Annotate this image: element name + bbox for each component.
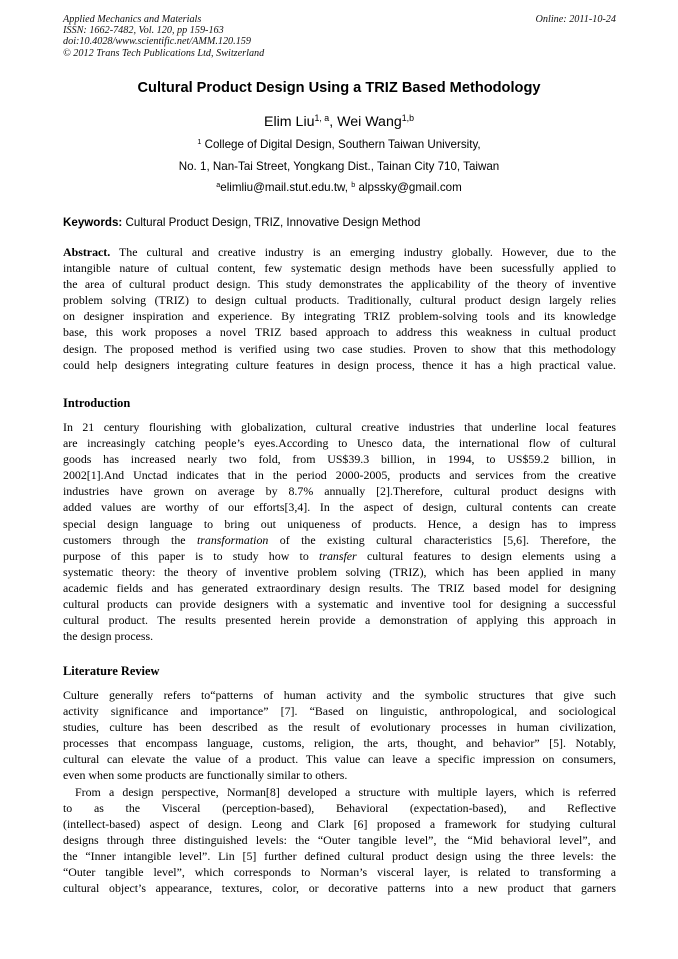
lit-line: even when some products are functionally similar to others. <box>63 768 348 783</box>
intro-line: goods has increased nearly two fold, from US$39.3 billion, in 1994, to US$59.2 billion, in <box>63 452 616 467</box>
journal-name: Applied Mechanics and Materials <box>63 14 202 25</box>
email-superscript: a <box>216 180 221 190</box>
abstract-line: the area of cultural product design. This study demonstrates the applicability of the theory of inventive <box>63 277 616 292</box>
lit-line: processes that encompass language, customs, religion, the arts, thought, and behavior” [5]. Notably, <box>63 736 616 751</box>
abstract-line <box>63 244 616 260</box>
intro-line: In 21 century flourishing with globalization, cultural creative industries that underline local features <box>63 420 616 434</box>
journal-header <box>63 14 616 59</box>
email-line <box>0 181 678 194</box>
abstract-block <box>63 244 616 373</box>
online-date: Online: 2011-10-24 <box>535 14 616 25</box>
abstract-line: on designer inspiration and experience. By integrating TRIZ problem-solving tools and its knowledge <box>63 309 616 324</box>
abstract-text: The cultural and creative industry is an emerging industry globally. However, due to the <box>119 245 616 259</box>
keywords-text: Cultural Product Design, TRIZ, Innovative Design Method <box>125 216 421 229</box>
abstract-line: design. The proposed method is verified using two case studies. Proven to show that this methodology <box>63 341 616 356</box>
intro-line: systematic theory: the theory of inventive problem solving (TRIZ), which has been applied in many <box>63 564 616 579</box>
intro-line <box>63 532 616 548</box>
intro-text: cultural features to design elements using a <box>366 548 616 563</box>
introduction-block <box>63 419 616 644</box>
literature-review-heading: Literature Review <box>63 664 160 678</box>
literature-review-block <box>63 687 616 896</box>
affiliation-text: College of Digital Design, Southern Taiwan University, <box>204 138 481 151</box>
intro-text: existing cultural characteristics [5,6]. Therefore, the <box>327 532 616 547</box>
abstract-label: Abstract. <box>63 245 111 259</box>
intro-text: customers through the <box>63 532 197 547</box>
affiliation-line-2: No. 1, Nan-Tai Street, Yongkang Dist., Tainan City 710, Taiwan <box>178 160 500 173</box>
author-name: Wei Wang <box>337 114 402 130</box>
intro-line: the design process. <box>63 629 154 644</box>
intro-line: industries have grown on average by 8.7% annually [2].Therefore, cultural product designs with <box>63 484 616 499</box>
intro-text: of the <box>268 532 316 547</box>
lit-line: Culture generally refers to“patterns of human activity and the symbolic structures that give such <box>63 688 616 702</box>
abstract-line: intangible nature of cultual content, few systematic design methods have been sucessfully applied to <box>63 261 616 276</box>
lit-line: From a design perspective, Norman[8] developed a structure with multiple layers, which is referred <box>75 784 616 799</box>
intro-line: special design language to bring out uniqueness of products. Hence, a design has to impress <box>63 516 616 531</box>
intro-line: are increasingly catching people’s eyes.According to Unesco data, the international flow of cultural <box>63 436 616 451</box>
introduction-heading: Introduction <box>63 396 131 410</box>
email-address[interactable]: elimliu@mail.stut.edu.tw, <box>220 181 352 194</box>
intro-line <box>63 548 616 564</box>
copyright-line: © 2012 Trans Tech Publications Ltd, Switzerland <box>63 47 265 59</box>
author-name: Elim Liu <box>264 114 315 130</box>
intro-italic-term: transformation <box>196 532 269 547</box>
lit-line: cultural object’s appearance, textures, color, or decorative patterns into a new product that garners <box>63 881 616 896</box>
abstract-line: could help designers integrating culture features in design process, thence it has a high practical value. <box>63 357 616 372</box>
intro-line: cultural products can provide designers with a systematic and inventive tool for designing a successful <box>63 597 616 612</box>
author-superscript: 1,b <box>401 113 414 124</box>
intro-line: 2002[1].And Unctad indicates that in the period 2000-2005, products and services from the creative <box>63 468 616 483</box>
email-address[interactable]: alpssky@gmail.com <box>358 181 462 194</box>
intro-line: added values are worthy of our efforts[3,4]. In the aspect of design, cultural contents can create <box>63 500 616 515</box>
intro-line: cultural product. The results presented herein provide a demonstration of applying this approach in <box>63 613 616 628</box>
lit-line: activity significance and importance” [7]. “Based on linguistic, anthropological, and sociological <box>63 704 616 719</box>
email-superscript: b <box>351 180 356 190</box>
lit-line: studies, culture has been described as the result of evolutionary processes in human civilization, <box>63 720 616 735</box>
author-list <box>0 114 678 130</box>
affiliation-line-1 <box>0 138 678 151</box>
lit-line: (intellect-based) aspect of design. Leong and Clark [6] proposed a framework for studying cultural <box>63 816 616 831</box>
abstract-line: base, this work proposes a novel TRIZ based approach to address this weakness in cultual product <box>63 325 616 340</box>
lit-line: cultural can elevate the value of a product. This value can leave a specific impression on consumers, <box>63 752 616 767</box>
lit-line: “Outer tangible level”, which corresponds to Norman’s visceral layer, is related to transforming a <box>63 865 616 880</box>
intro-italic-term: transfer <box>319 548 357 563</box>
keywords-label: Keywords: <box>63 216 123 229</box>
doi-line[interactable]: doi:10.4028/www.scientific.net/AMM.120.159 <box>63 36 251 48</box>
keywords-line <box>63 216 616 229</box>
abstract-line: problem solving (TRIZ) to design cultual products. Traditionally, cultural product design largely relies <box>63 293 616 308</box>
issn-line: ISSN: 1662-7482, Vol. 120, pp 159-163 <box>63 25 224 37</box>
lit-line: the “Inner intangible level”. Lin [5] further defined cultural product design using the three levels: the <box>63 848 616 863</box>
intro-line: academic fields and has generated extraordinary design results. The TRIZ based model for designing <box>63 580 616 595</box>
author-separator: , <box>329 114 338 130</box>
paper-title: Cultural Product Design Using a TRIZ Based Methodology <box>137 80 541 96</box>
author-superscript: 1, a <box>314 113 330 124</box>
lit-line: designs through three distinguished levels: the “Outer tangible level”, the “Mid behavioral level”, and <box>63 832 616 847</box>
lit-line: to as the Visceral (perception-based), Behavioral (expectation-based), and Reflective <box>63 800 616 815</box>
intro-text: purpose of this paper is to study how to <box>63 548 320 563</box>
affiliation-superscript: 1 <box>197 137 202 147</box>
